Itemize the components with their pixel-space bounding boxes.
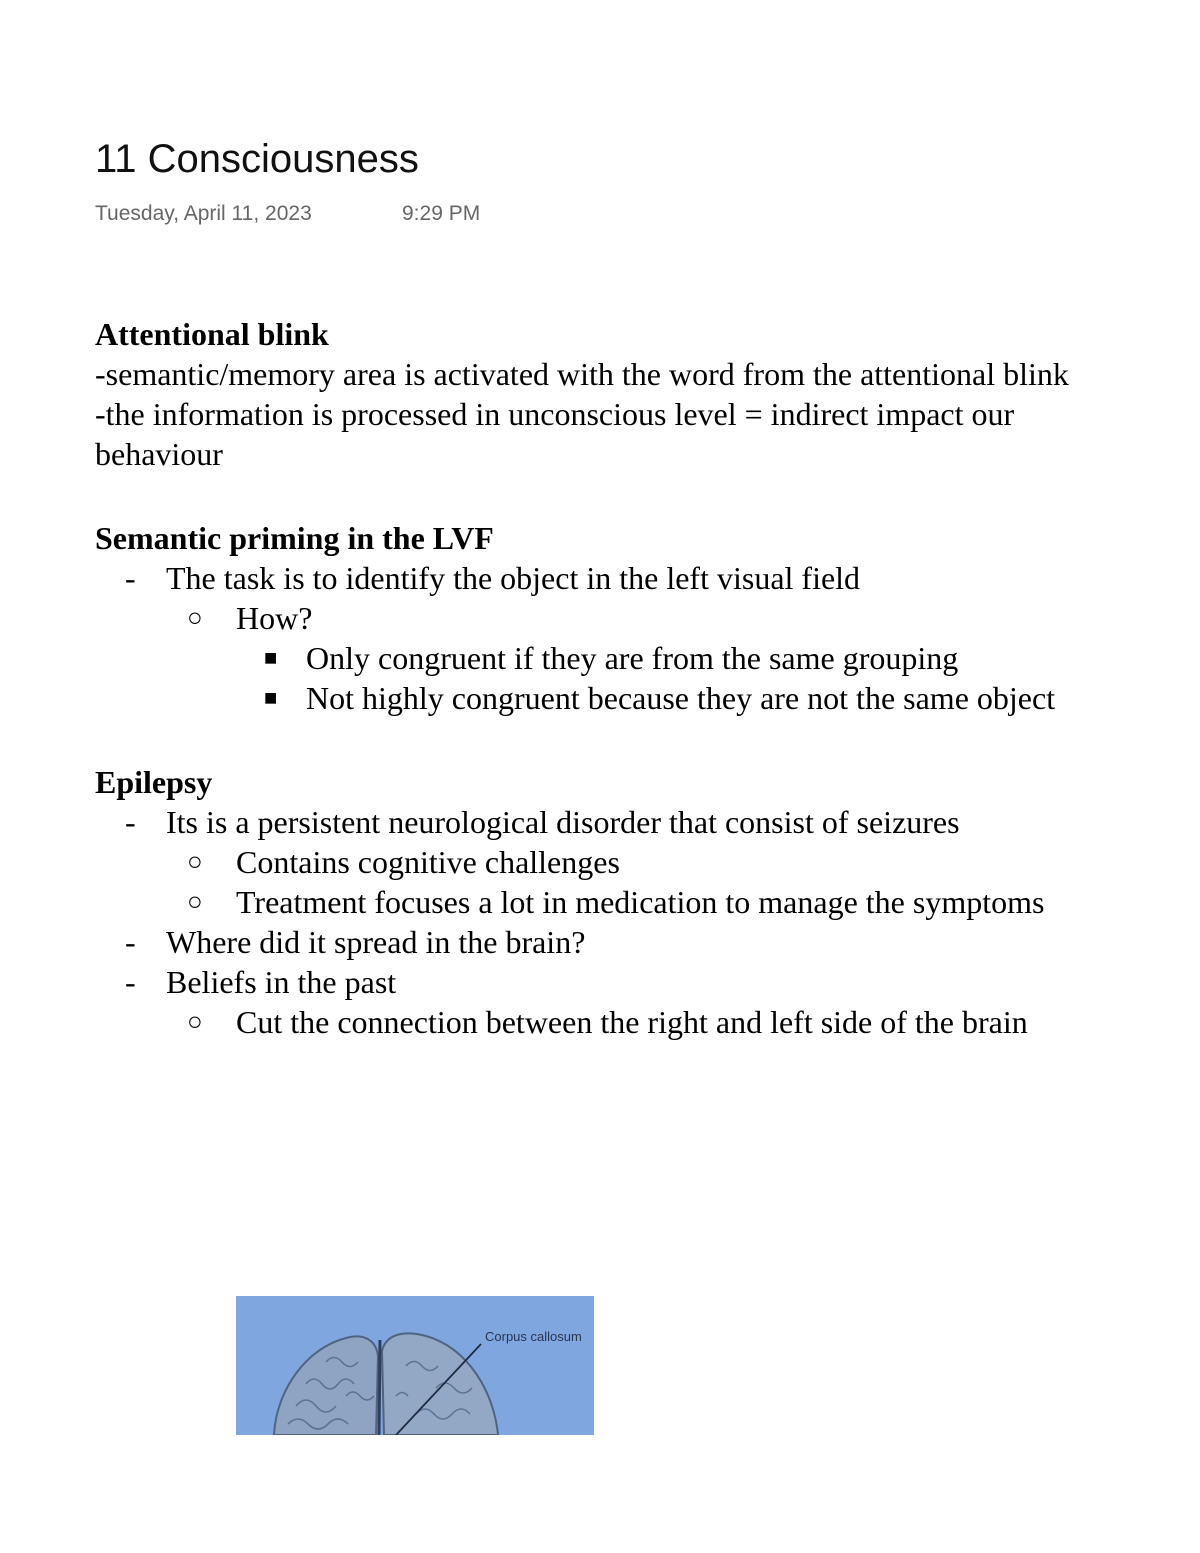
list-item-text: Contains cognitive challenges: [236, 844, 620, 880]
list-item-text: Cut the connection between the right and left side of the brain: [236, 1004, 1028, 1040]
list-item: [95, 638, 1085, 678]
dash-bullet: -: [125, 560, 136, 596]
circle-bullet: ○: [187, 1007, 203, 1036]
list-item: [95, 842, 1085, 882]
corpus-callosum-label: Corpus callosum: [485, 1329, 582, 1344]
list-item: [95, 962, 1085, 1002]
list-item-text: Not highly congruent because they are not the same object: [306, 680, 1056, 716]
brain-image: [236, 1296, 594, 1435]
list-item: [95, 598, 1085, 638]
brain-illustration: [236, 1296, 594, 1435]
note-date: Tuesday, April 11, 2023: [95, 202, 312, 225]
dash-bullet: -: [125, 964, 136, 1000]
list-item-text: Treatment focuses a lot in medication to manage the symptoms: [236, 884, 1045, 920]
list-item: [95, 882, 1085, 922]
list-item-text: How?: [236, 600, 313, 636]
circle-bullet: ○: [187, 603, 203, 632]
list-item: [95, 802, 1085, 842]
square-bullet: ■: [264, 685, 278, 710]
dash-bullet: -: [125, 804, 136, 840]
square-bullet: ■: [264, 645, 278, 670]
circle-bullet: ○: [187, 887, 203, 916]
list-item-text: Beliefs in the past: [166, 964, 397, 1000]
list-item-text: Where did it spread in the brain?: [166, 924, 586, 960]
list-item: [95, 1002, 1085, 1042]
paragraph-line: -the information is processed in unconscious level = indirect impact our behaviour: [95, 396, 1015, 472]
note-body: [95, 314, 1085, 1042]
list-item-text: The task is to identify the object in the left visual field: [166, 560, 861, 596]
circle-bullet: ○: [187, 847, 203, 876]
heading-epilepsy: Epilepsy: [95, 764, 213, 800]
heading-attentional-blink: Attentional blink: [95, 316, 329, 352]
paragraph-line: -semantic/memory area is activated with the word from the attentional blink: [95, 356, 1069, 392]
list-item: [95, 558, 1085, 598]
list-item-text: Its is a persistent neurological disorder that consist of seizures: [166, 804, 960, 840]
page-title: 11 Consciousness: [95, 137, 419, 181]
heading-semantic-priming: Semantic priming in the LVF: [95, 520, 494, 556]
list-item: [95, 922, 1085, 962]
dash-bullet: -: [125, 924, 136, 960]
note-time: 9:29 PM: [402, 202, 481, 225]
list-item: [95, 678, 1085, 718]
list-item-text: Only congruent if they are from the same grouping: [306, 640, 959, 676]
